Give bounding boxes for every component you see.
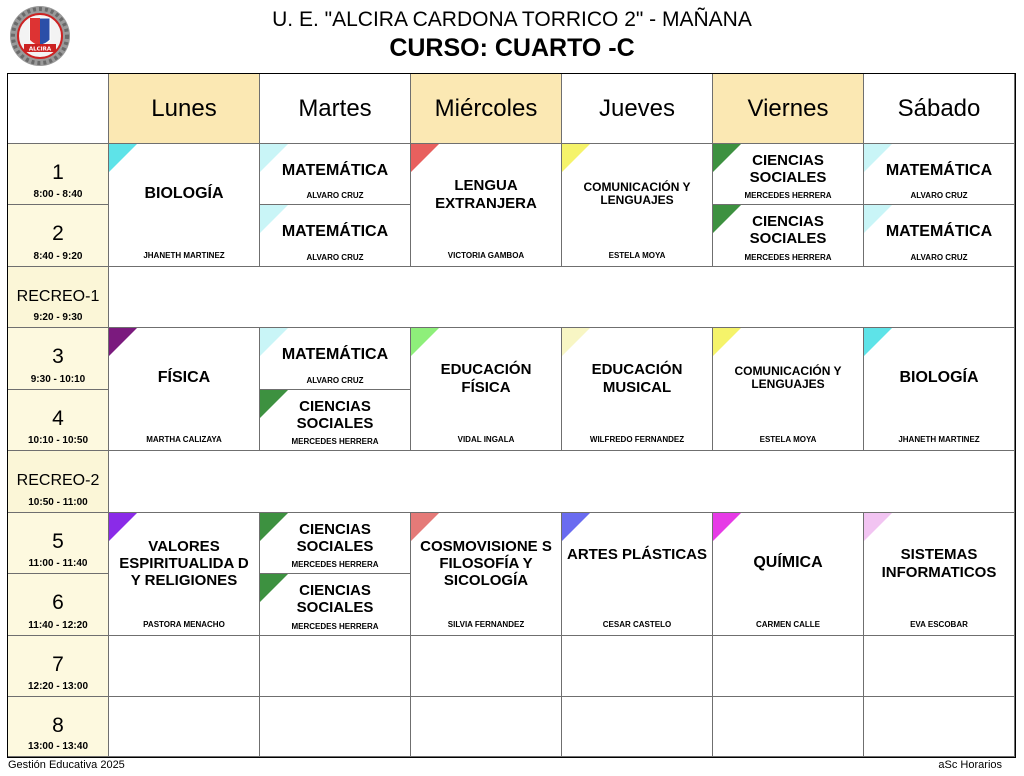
teacher-name: ALVARO CRUZ (910, 253, 968, 262)
period-header (8, 513, 109, 574)
subject-color-marker (411, 328, 439, 356)
period-time: 8:00 - 8:40 (33, 189, 83, 200)
teacher-name: MERCEDES HERRERA (744, 191, 832, 200)
lesson-cell (713, 328, 864, 451)
teacher-name: ALVARO CRUZ (306, 253, 364, 262)
empty-cell (260, 697, 411, 757)
period-header (8, 328, 109, 390)
break-header (8, 451, 109, 513)
lesson-cell (864, 144, 1015, 205)
period-time: 10:10 - 10:50 (27, 435, 89, 446)
subject-name: CIENCIAS SOCIALES (749, 152, 827, 187)
break-row (109, 267, 1015, 328)
course-title: CURSO: CUARTO -C (389, 34, 635, 62)
subject-name: CIENCIAS SOCIALES (296, 521, 374, 556)
teacher-name: CESAR CASTELO (602, 620, 672, 629)
subject-name: BIOLOGÍA (144, 185, 224, 203)
period-label: 3 (52, 345, 64, 368)
subject-color-marker (713, 328, 741, 356)
day-header: Martes (260, 74, 411, 144)
lesson-cell (864, 328, 1015, 451)
teacher-name: EVA ESCOBAR (910, 620, 968, 629)
period-label: 5 (52, 530, 64, 553)
teacher-name: VIDAL INGALA (457, 435, 515, 444)
period-label: 8 (52, 714, 64, 737)
lesson-cell (562, 328, 713, 451)
subject-name: SISTEMAS INFORMATICOS (881, 546, 997, 581)
teacher-name: ALVARO CRUZ (910, 191, 968, 200)
subject-name: MATEMÁTICA (281, 346, 389, 363)
day-header: Miércoles (411, 74, 562, 144)
period-time: 9:30 - 10:10 (30, 374, 86, 385)
subject-name: LENGUA EXTRANJERA (435, 177, 537, 212)
lesson-cell (411, 144, 562, 267)
period-time: 8:40 - 9:20 (33, 251, 83, 262)
empty-cell (864, 636, 1015, 697)
subject-color-marker (109, 144, 137, 172)
period-time: 10:50 - 11:00 (28, 497, 88, 508)
lesson-cell (411, 513, 562, 636)
period-header (8, 144, 109, 205)
lesson-cell (562, 144, 713, 267)
subject-color-marker (562, 328, 590, 356)
subject-name: QUÍMICA (753, 554, 823, 572)
empty-cell (411, 697, 562, 757)
teacher-name: ALVARO CRUZ (306, 376, 364, 385)
period-header (8, 390, 109, 451)
subject-name: ARTES PLÁSTICAS (566, 546, 707, 564)
subject-color-marker (864, 513, 892, 541)
lesson-cell (562, 513, 713, 636)
break-row (109, 451, 1015, 513)
period-label: 2 (52, 222, 64, 245)
period-header (8, 697, 109, 757)
teacher-name: CARMEN CALLE (756, 620, 820, 629)
teacher-name: ESTELA MOYA (608, 251, 666, 260)
day-header: Sábado (864, 74, 1015, 144)
subject-name: EDUCACIÓN MUSICAL (591, 361, 683, 396)
subject-color-marker (562, 513, 590, 541)
lesson-cell (260, 205, 411, 267)
period-label: 7 (52, 653, 64, 676)
lesson-cell (109, 328, 260, 451)
teacher-name: MERCEDES HERRERA (291, 560, 379, 569)
subject-name: COSMOVISIONE S FILOSOFÍA Y SICOLOGÍA (420, 537, 552, 590)
subject-name: MATEMÁTICA (281, 223, 389, 240)
subject-name: MATEMÁTICA (885, 162, 993, 179)
teacher-name: ALVARO CRUZ (306, 191, 364, 200)
subject-color-marker (864, 328, 892, 356)
teacher-name: PASTORA MENACHO (143, 620, 225, 629)
period-label: RECREO-1 (16, 288, 100, 305)
period-time: 11:40 - 12:20 (28, 620, 88, 631)
period-label: 1 (52, 161, 64, 184)
lesson-cell (713, 144, 864, 205)
lesson-cell (260, 144, 411, 205)
subject-color-marker (713, 513, 741, 541)
subject-name: CIENCIAS SOCIALES (296, 398, 374, 433)
lesson-cell (260, 574, 411, 636)
subject-name: CIENCIAS SOCIALES (749, 213, 827, 248)
teacher-name: MERCEDES HERRERA (291, 622, 379, 631)
teacher-name: MERCEDES HERRERA (744, 253, 832, 262)
period-header (8, 574, 109, 636)
lesson-cell (109, 513, 260, 636)
period-time: 13:00 - 13:40 (27, 741, 89, 752)
period-label: 4 (52, 407, 64, 430)
lesson-cell (713, 205, 864, 267)
subject-name: EDUCACIÓN FÍSICA (440, 361, 532, 396)
subject-name: VALORES ESPIRITUALIDA D Y RELIGIONES (119, 537, 249, 590)
period-header (8, 205, 109, 267)
lesson-cell (260, 328, 411, 390)
subject-color-marker (109, 328, 137, 356)
lesson-cell (713, 513, 864, 636)
subject-name: MATEMÁTICA (885, 223, 993, 240)
empty-cell (562, 636, 713, 697)
empty-cell (109, 697, 260, 757)
teacher-name: VICTORIA GAMBOA (447, 251, 525, 260)
lesson-cell (864, 205, 1015, 267)
period-header (8, 636, 109, 697)
period-label: 6 (52, 591, 64, 614)
empty-cell (562, 697, 713, 757)
subject-color-marker (562, 144, 590, 172)
lesson-cell (864, 513, 1015, 636)
empty-cell (109, 636, 260, 697)
period-time: 12:20 - 13:00 (27, 681, 89, 692)
day-header: Viernes (713, 74, 864, 144)
teacher-name: SILVIA FERNANDEZ (447, 620, 525, 629)
teacher-name: ESTELA MOYA (759, 435, 817, 444)
corner-cell (8, 74, 109, 144)
day-header: Jueves (562, 74, 713, 144)
empty-cell (713, 697, 864, 757)
period-label: RECREO-2 (16, 472, 100, 489)
period-time: 11:00 - 11:40 (28, 558, 88, 569)
day-header: Lunes (109, 74, 260, 144)
teacher-name: JHANETH MARTINEZ (898, 435, 980, 444)
timetable-grid (7, 73, 1016, 758)
empty-cell (713, 636, 864, 697)
subject-name: CIENCIAS SOCIALES (296, 582, 374, 617)
break-header (8, 267, 109, 328)
lesson-cell (109, 144, 260, 267)
lesson-cell (411, 328, 562, 451)
teacher-name: WILFREDO FERNANDEZ (589, 435, 685, 444)
subject-name: BIOLOGÍA (899, 369, 979, 387)
subject-name: MATEMÁTICA (281, 162, 389, 179)
school-title: U. E. "ALCIRA CARDONA TORRICO 2" - MAÑANA (272, 8, 752, 31)
empty-cell (864, 697, 1015, 757)
lesson-cell (260, 390, 411, 451)
footer-left: Gestión Educativa 2025 (8, 759, 125, 771)
empty-cell (260, 636, 411, 697)
teacher-name: MERCEDES HERRERA (291, 437, 379, 446)
footer-right: aSc Horarios (938, 759, 1002, 771)
subject-color-marker (411, 144, 439, 172)
subject-name: COMUNICACIÓN Y LENGUAJES (583, 179, 691, 208)
period-time: 9:20 - 9:30 (33, 312, 83, 323)
teacher-name: MARTHA CALIZAYA (146, 435, 222, 444)
subject-name: FÍSICA (157, 369, 211, 387)
teacher-name: JHANETH MARTINEZ (143, 251, 225, 260)
logo-text: ALCIRA (28, 46, 52, 53)
empty-cell (411, 636, 562, 697)
lesson-cell (260, 513, 411, 574)
subject-name: COMUNICACIÓN Y LENGUAJES (734, 363, 842, 392)
